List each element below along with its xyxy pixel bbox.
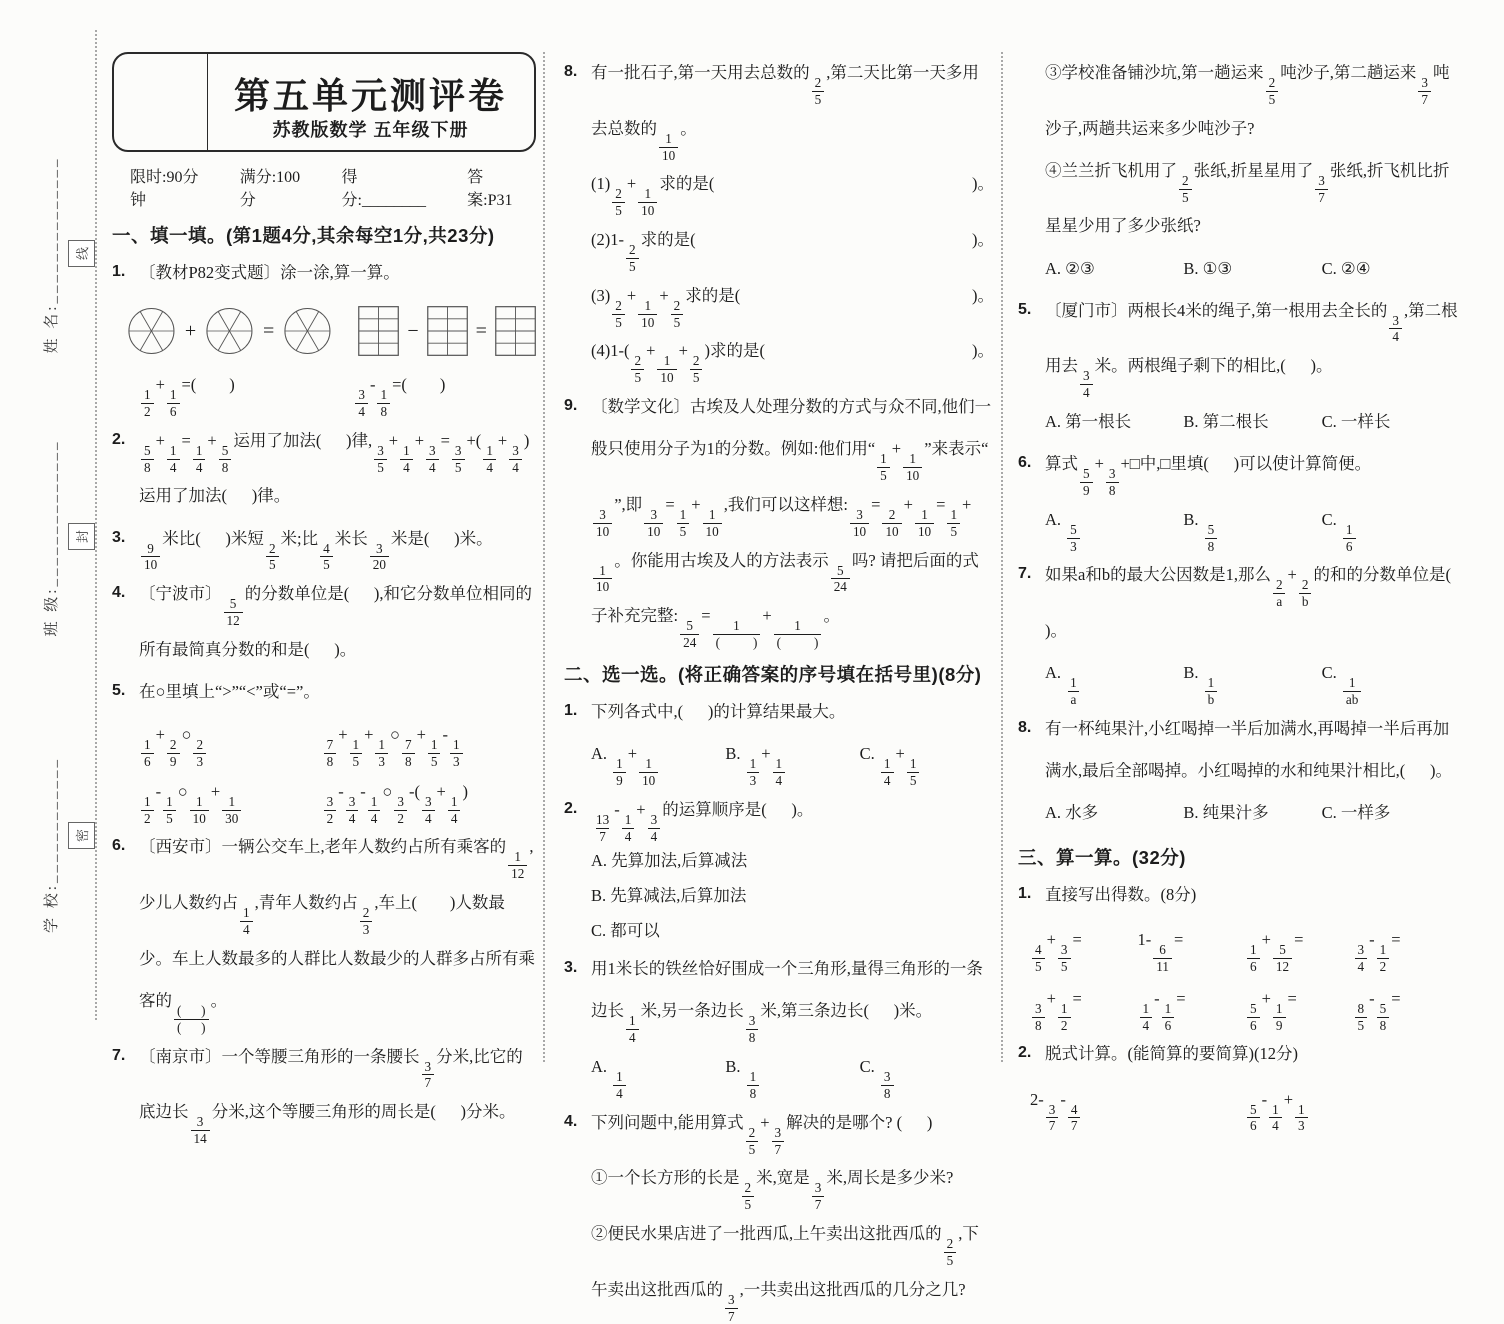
question-s1-8-item: (2)1- $\frac{2}{5}$ 求的是( )。 [591, 230, 994, 274]
options-row [1045, 499, 1460, 555]
calculation: $\frac{3}{8}$ + $\frac{1}{2}$ = [1030, 975, 1138, 1034]
class-label: 班 级:______________ [44, 439, 60, 637]
comparison-expression: $\frac{7}{8}$ + $\frac{1}{5}$ + $\frac{1}{3}$ ○ $\frac{7}{8}$ + $\frac{1}{5}$ - $\frac{1}{3}$ [322, 713, 536, 770]
option: B. 纯果汁多 [1183, 802, 1269, 822]
binding-margin [0, 0, 100, 1107]
calculation: $\frac{8}{5}$ - $\frac{5}{8}$ = [1353, 975, 1461, 1034]
column-2 [564, 52, 994, 1324]
question-s1-6: 6. 〔西安市〕一辆公交车上,老年人数约占所有乘客的 $\frac{1}{12}$ ,少儿人数约占 $\frac{1}{4}$ ,青年人数约占 $\frac{2}{3}$ ,车上( )人数最少。车上人数最多的人群比人数最少的人群多占所有乘客的 $\frac{( )}{( )}$ 。 [112, 837, 535, 1035]
question-s1-1-figures [126, 300, 536, 362]
seal-line-char-box: 密 [68, 822, 95, 849]
option: A. $\frac{1}{a}$ [1045, 652, 1183, 708]
plus-operator: + [184, 319, 197, 342]
option: C. $\frac{1}{ab}$ [1322, 652, 1460, 708]
question-s1-1: 1. 〔教材P82变式题〕涂一涂,算一算。 [112, 263, 400, 282]
options-row [1045, 401, 1460, 443]
question-s2-6: 6. 算式 $\frac{5}{9}$ + $\frac{3}{8}$ +□中,□里填( )可以使计算简便。 [1018, 454, 1372, 498]
full-score: 满分:100分 [239, 169, 301, 209]
option: A. $\frac{1}{4}$ [591, 1046, 725, 1102]
mental-math-row [1030, 916, 1460, 975]
seal-line-char-box: 线 [68, 240, 95, 267]
question-s2-1: 1. 下列各式中,( )的计算结果最大。 [564, 701, 846, 721]
calculation: $\frac{5}{6}$ + $\frac{1}{9}$ = [1245, 975, 1353, 1034]
fraction-circle-figure [282, 300, 333, 362]
paper-subtitle: 苏教版数学 五年级下册 [272, 120, 469, 140]
comparison-row [139, 713, 536, 770]
comparison-row [139, 770, 536, 827]
column-separator [1001, 52, 1003, 1062]
exam-info-row [112, 160, 536, 212]
question-s1-8-item: (1) $\frac{2}{5}$ + $\frac{1}{10}$ 求的是( )。 [591, 174, 994, 219]
option: A. $\frac{5}{3}$ [1045, 499, 1183, 555]
calculation: $\frac{1}{4}$ - $\frac{1}{6}$ = [1138, 975, 1246, 1034]
question-s1-4: 4. 〔宁波市〕 $\frac{5}{12}$ 的分数单位是( ),和它分数单位相同的所有最简真分数的和是( )。 [112, 584, 533, 659]
section-2-heading: 二、选一选。(将正确答案的序号填在括号里)(8分) [564, 663, 982, 685]
options-row [591, 1046, 994, 1102]
equals-operator: = [475, 319, 487, 342]
question-s1-8: 8. 有一批石子,第一天用去总数的 $\frac{2}{5}$ ,第二天比第一天多用去总数的 $\frac{1}{10}$ 。 [564, 63, 979, 163]
option: C. 都可以 [591, 920, 660, 940]
paper-title-box [112, 52, 536, 152]
calculation: 1- $\frac{6}{11}$ = [1137, 930, 1184, 974]
sub-item-1: ①一个长方形的长是 $\frac{2}{5}$ 米,宽是 $\frac{3}{7}$ 米,周长是多少米? [591, 1168, 954, 1213]
section-1-heading: 一、填一填。(第1题4分,其余每空1分,共23分) [112, 225, 495, 246]
options-row [1045, 792, 1460, 834]
seal-line-char-box: 封 [68, 523, 95, 550]
column-separator [543, 52, 545, 1062]
question-s3-2: 2. 脱式计算。(能简算的要简算)(12分) [1018, 1044, 1298, 1064]
option: C. 一样多 [1321, 802, 1391, 822]
option: A. ②③ [1045, 258, 1095, 278]
option: B. ①③ [1183, 258, 1233, 278]
equation: $\frac{1}{2}$ + $\frac{1}{6}$ =( ) [139, 364, 353, 420]
option: A. 水多 [1045, 802, 1099, 822]
option: A. $\frac{1}{9}$ + $\frac{1}{10}$ [591, 733, 725, 789]
written-calculation-row [1030, 1076, 1460, 1135]
calculation: $\frac{3}{4}$ - $\frac{1}{2}$ = [1353, 916, 1461, 975]
question-s1-9: 9. 〔数学文化〕古埃及人处理分数的方式与众不同,他们一般只使用分子为1的分数。例如:他们用“ $\frac{1}{5}$ + $\frac{1}{10}$ ”来表示“ $\frac{3}{10}$ ”,即 $\frac{3}{10}$ = $\frac{1}{5}$ + $\frac{1}{10}$ ,我们可以这样想: $\frac{3}{10}$ = $\frac{2}{10}$ + $\frac{1}{10}$ = $\frac{1}{5}$ + $\frac{1}{10}$ 。你能用古埃及人的方法表示 $\frac{5}{24}$ 吗? 请把后面的式子补充完整: $\frac{5}{24}$ = $\frac{1}{( )}$ + $\frac{1}{( )}$ 。 [564, 397, 992, 651]
minus-operator: − [407, 319, 419, 342]
options-row [591, 733, 994, 789]
section-3-heading: 三、算一算。(32分) [1018, 847, 1186, 868]
column-1 [112, 52, 536, 1147]
expression: 2- $\frac{3}{7}$ - $\frac{4}{7}$ [1030, 1076, 1245, 1135]
fraction-grid-figure [358, 301, 399, 361]
sub-item-4: ④兰兰折飞机用了 $\frac{2}{5}$ 张纸,折星星用了 $\frac{3}{7}$ 张纸,折飞机比折星星少用了多少张纸? [1045, 160, 1450, 236]
options-row [1045, 652, 1460, 708]
fraction-circle-figure [126, 300, 177, 362]
option: B. $\frac{5}{8}$ [1183, 499, 1321, 555]
expression: $\frac{5}{6}$ - $\frac{1}{4}$ + $\frac{1}{3}$ [1245, 1076, 1460, 1135]
options-stack [591, 844, 994, 948]
question-s1-8-item: (4)1-( $\frac{2}{5}$ + $\frac{1}{10}$ + $\frac{2}{5}$ )求的是( )。 [591, 341, 994, 386]
question-s1-7: 7. 〔南京市〕一个等腰三角形的一条腰长 $\frac{3}{7}$ 分米,比它的底边长 $\frac{3}{14}$ 分米,这个等腰三角形的周长是( )分米。 [112, 1046, 523, 1147]
fraction-grid-figure [427, 301, 468, 361]
question-s2-4: 4. 下列问题中,能用算式 $\frac{2}{5}$ + $\frac{3}{7}$ 解决的是哪个? ( ) [564, 1112, 933, 1157]
option: C. $\frac{3}{8}$ [860, 1046, 994, 1102]
equation: $\frac{3}{4}$ - $\frac{1}{8}$ =( ) [353, 364, 445, 420]
seal-dotted-line [95, 30, 97, 1020]
answer-reference: 答案:P31 [467, 169, 513, 209]
question-s2-3: 3. 用1米长的铁丝恰好围成一个三角形,量得三角形的一条边长 $\frac{1}{4}$ 米,另一条边长 $\frac{3}{8}$ 米,第三条边长( )米。 [564, 959, 983, 1046]
option: C. ②④ [1321, 258, 1371, 278]
calculation: $\frac{4}{5}$ + $\frac{3}{5}$ = [1030, 916, 1138, 975]
score-blank: 得分:________ [341, 169, 426, 209]
equals-operator: = [263, 319, 275, 342]
question-s2-5: 5. 〔厦门市〕两根长4米的绳子,第一根用去全长的 $\frac{3}{4}$ ,第二根用去 $\frac{3}{4}$ 米。两根绳子剩下的相比,( )。 [1018, 300, 1458, 401]
question-s1-5: 5. 在○里填上“>”“<”或“=”。 [112, 681, 320, 701]
question-s2-7: 7. 如果a和b的最大公因数是1,那么 $\frac{2}{a}$ + $\frac{2}{b}$ 的和的分数单位是( )。 [1018, 565, 1476, 641]
option: B. $\frac{1}{8}$ [725, 1046, 859, 1102]
comparison-expression: $\frac{1}{6}$ + $\frac{2}{9}$ ○ $\frac{2}{3}$ [139, 713, 322, 770]
option: C. 一样长 [1321, 411, 1391, 431]
options-row [1045, 248, 1460, 290]
question-s1-3: 3. $\frac{9}{10}$ 米比( )米短 $\frac{2}{5}$ 米;比 $\frac{4}{5}$ 米长 $\frac{3}{20}$ 米是( )米。 [112, 528, 493, 573]
sub-item-3: ③学校准备铺沙坑,第一趟运来 $\frac{2}{5}$ 吨沙子,第二趟运来 $\frac{3}{7}$ 吨沙子,两趟共运来多少吨沙子? [1045, 63, 1450, 138]
question-s1-8-item: (3) $\frac{2}{5}$ + $\frac{1}{10}$ + $\frac{2}{5}$ 求的是( )。 [591, 285, 994, 330]
option: C. $\frac{1}{6}$ [1322, 499, 1460, 555]
option: C. $\frac{1}{4}$ + $\frac{1}{5}$ [860, 733, 994, 789]
option: B. $\frac{1}{3}$ + $\frac{1}{4}$ [725, 733, 859, 789]
school-label: 学 校:____________ [44, 757, 60, 933]
option: B. 先算减法,后算加法 [591, 886, 747, 906]
student-name-label: 姓 名:______________ [44, 156, 60, 354]
question-s1-2: 2. $\frac{5}{8}$ + $\frac{1}{4}$ = $\frac{1}{4}$ + $\frac{5}{8}$ 运用了加法( )律, $\frac{3}{5}$ + $\frac{1}{4}$ + $\frac{3}{4}$ = $\frac{3}{5}$ +( $\frac{1}{4}$ + $\frac{3}{4}$ )运用了加法( )律。 [112, 430, 530, 506]
fraction-circle-figure [204, 300, 255, 362]
mental-math-row [1030, 975, 1460, 1034]
option: A. 先算加法,后算减法 [591, 851, 748, 871]
option: B. $\frac{1}{b}$ [1183, 652, 1321, 708]
question-s1-1-equations [139, 364, 536, 420]
question-s2-8: 8. 有一杯纯果汁,小红喝掉一半后加满水,再喝掉一半后再加满水,最后全部喝掉。小红喝掉的水和纯果汁相比,( )。 [1018, 718, 1452, 780]
sub-item-2: ②便民水果店进了一批西瓜,上午卖出这批西瓜的 $\frac{2}{5}$ ,下午卖出这批西瓜的 $\frac{3}{7}$ ,一共卖出这批西瓜的几分之几? [591, 1224, 979, 1324]
paper-title: 第五单元测评卷 [233, 75, 507, 116]
option: B. 第二根长 [1183, 411, 1269, 431]
question-s3-1: 1. 直接写出得数。(8分) [1018, 885, 1197, 904]
column-3 [1018, 52, 1476, 1134]
comparison-expression: $\frac{3}{2}$ - $\frac{3}{4}$ - $\frac{1}{4}$ ○ $\frac{3}{2}$ -( $\frac{3}{4}$ + $\frac{1}{4}$ ) [322, 770, 536, 827]
time-limit: 限时:90分钟 [130, 169, 199, 209]
comparison-expression: $\frac{1}{2}$ - $\frac{1}{5}$ ○ $\frac{1}{10}$ + $\frac{1}{30}$ [139, 770, 322, 827]
fraction-grid-figure [495, 301, 536, 361]
question-s2-2: 2. $\frac{13}{7}$ - $\frac{1}{4}$ + $\frac{3}{4}$ 的运算顺序是( )。 [564, 799, 814, 844]
calculation: $\frac{1}{6}$ + $\frac{5}{12}$ = [1245, 916, 1353, 975]
option: A. 第一根长 [1045, 411, 1132, 431]
